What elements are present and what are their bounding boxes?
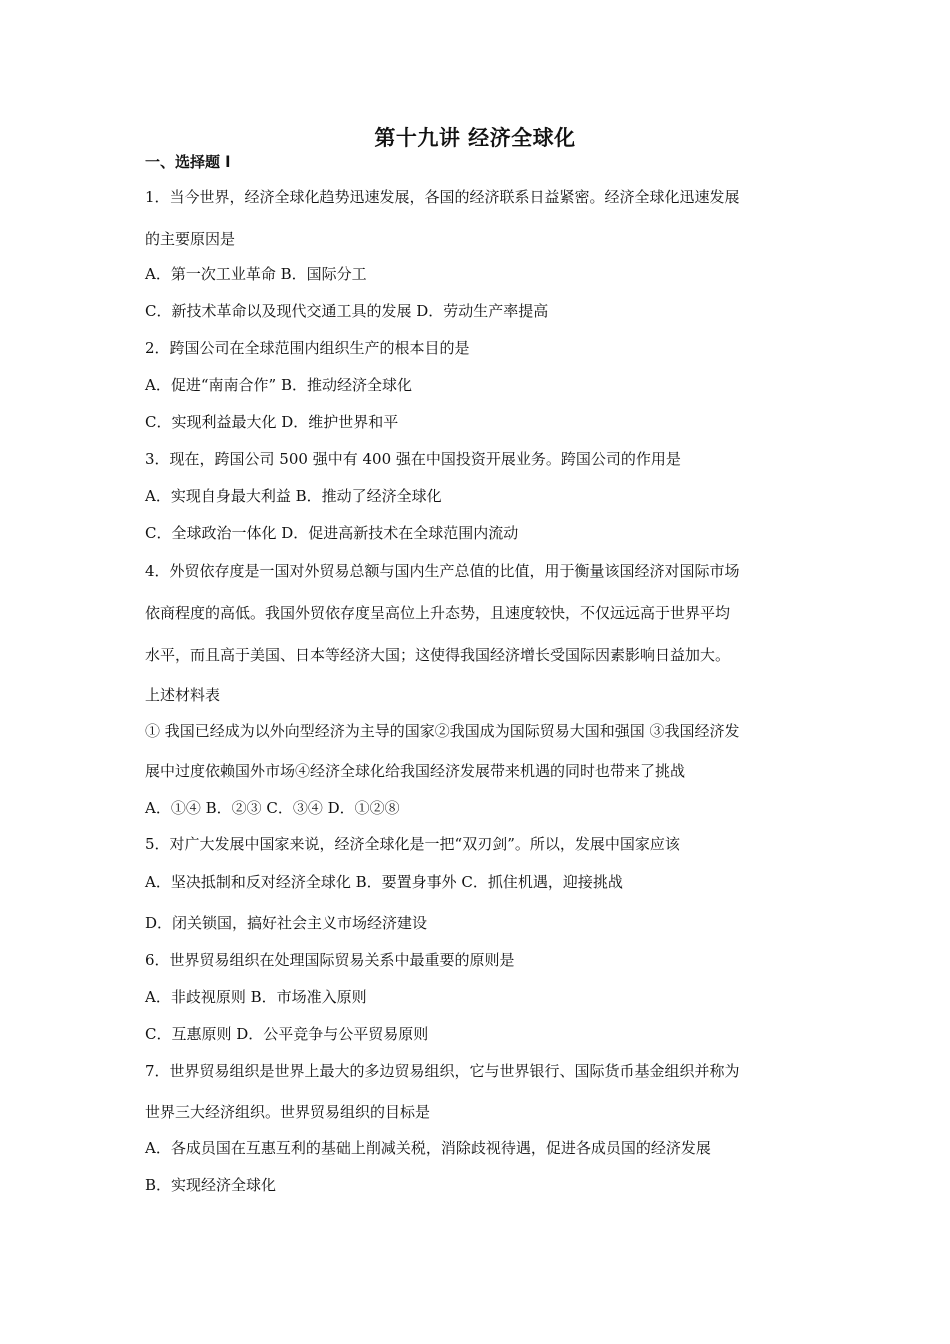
question-1-options-cd: C．新技术革命以及现代交通工具的发展 D．劳动生产率提高 (145, 302, 549, 320)
question-2-stem: 2．跨国公司在全球范围内组织生产的根本目的是 (145, 339, 470, 357)
question-1-options-ab: A．第一次工业革命 B．国际分工 (145, 265, 367, 283)
section-heading: 一、选择题 l (145, 153, 231, 171)
question-3-options-ab: A．实现自身最大利益 B．推动了经济全球化 (145, 487, 442, 505)
question-5-option-d: D．闭关锁国，搞好社会主义市场经济建设 (145, 914, 428, 932)
page-title: 第十九讲 经济全球化 (374, 126, 576, 150)
question-4-statements-cont: 展中过度依赖国外市场④经济全球化给我国经济发展带来机遇的同时也带来了挑战 (145, 762, 686, 780)
question-7-stem-cont: 世界三大经济组织。世界贸易组织的目标是 (145, 1103, 431, 1121)
question-7-option-b: B．实现经济全球化 (145, 1176, 277, 1194)
question-6-options-ab: A．非歧视原则 B．市场准入原则 (145, 988, 367, 1006)
question-2-options-ab: A．促进“南南合作” B．推动经济全球化 (145, 376, 412, 394)
question-4-statements: ① 我国已经成为以外向型经济为主导的国家②我国成为国际贸易大国和强国 ③我国经济发 (145, 722, 740, 740)
question-1-stem: 1．当今世界，经济全球化趋势迅速发展，各国的经济联系日益紧密。经济全球化迅速发展 (145, 188, 740, 206)
question-5-options-abc: A．坚决抵制和反对经济全球化 B．要置身事外 C．抓住机遇，迎接挑战 (145, 873, 623, 891)
question-3-stem: 3．现在，跨国公司 500 强中有 400 强在中国投资开展业务。跨国公司的作用是 (145, 450, 681, 468)
question-1-stem-cont: 的主要原因是 (145, 230, 236, 248)
question-4-options: A．①④ B．②③ C．③④ D．①②⑧ (145, 799, 400, 817)
question-4-stem: 4．外贸依存度是一国对外贸易总额与国内生产总值的比值，用于衡量该国经济对国际市场 (145, 562, 740, 580)
question-4-stem-cont-2: 水平，而且高于美国、日本等经济大国；这使得我国经济增长受国际因素影响日益加大。 (145, 646, 731, 664)
question-2-options-cd: C．实现利益最大化 D．维护世界和平 (145, 413, 399, 431)
question-4-stem-cont-1: 依商程度的高低。我国外贸依存度呈高位上升态势，且速度较快，不仅远远高于世界平均 (145, 604, 731, 622)
question-7-option-a: A．各成员国在互惠互利的基础上削减关税，消除歧视待遇，促进各成员国的经济发展 (145, 1139, 711, 1157)
question-6-stem: 6．世界贸易组织在处理国际贸易关系中最重要的原则是 (145, 951, 515, 969)
question-5-stem: 5．对广大发展中国家来说，经济全球化是一把“双刃剑”。所以，发展中国家应该 (145, 835, 680, 853)
question-7-stem: 7．世界贸易组织是世界上最大的多边贸易组织，它与世界银行、国际货币基金组织并称为 (145, 1062, 740, 1080)
question-6-options-cd: C．互惠原则 D．公平竞争与公平贸易原则 (145, 1025, 429, 1043)
question-4-stem-cont-3: 上述材料表 (145, 686, 221, 704)
question-3-options-cd: C．全球政治一体化 D．促进高新技术在全球范围内流动 (145, 524, 519, 542)
